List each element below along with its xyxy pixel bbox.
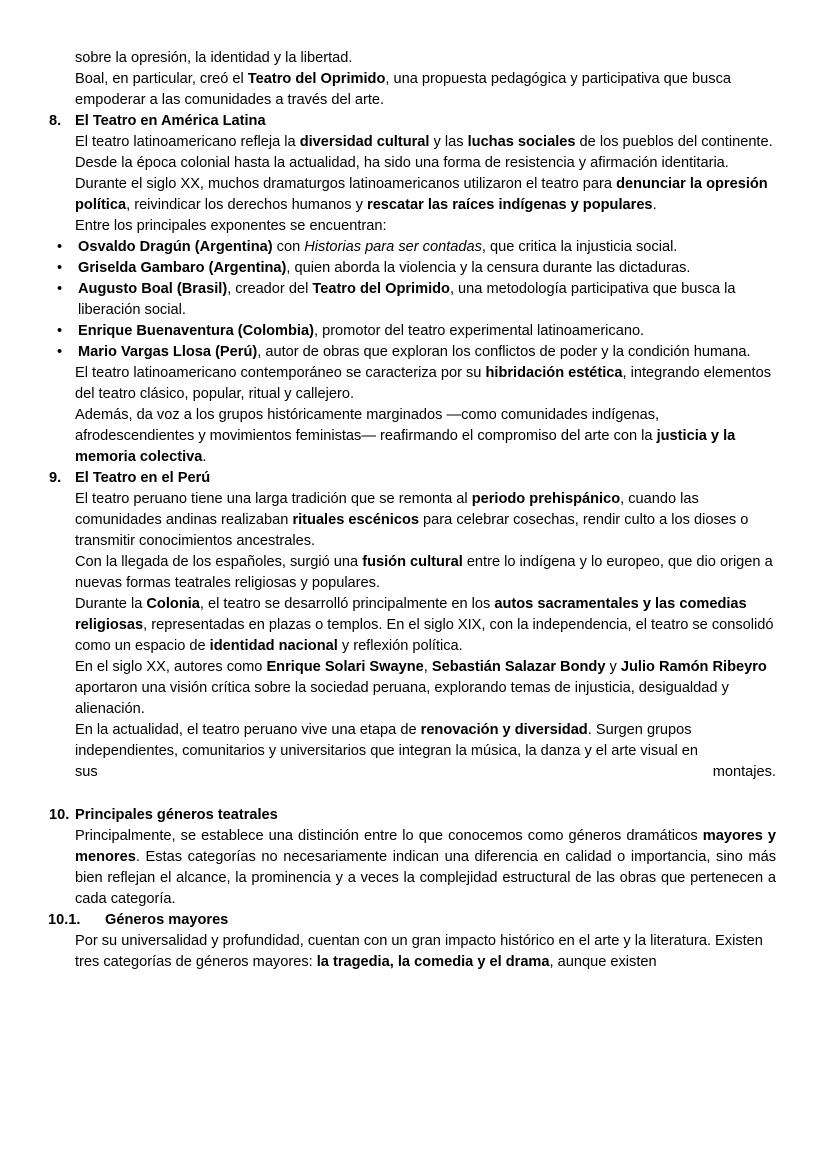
justified-last-line	[75, 762, 776, 783]
heading-subsection-10-1	[48, 910, 776, 931]
heading-title: El Teatro en el Perú	[75, 470, 211, 486]
bullet-marker: •	[57, 323, 63, 339]
paragraph: Con la llegada de los españoles, surgió una fusión cultural entre lo indígena y lo europeo, que dio origen a nuevas formas teatrales religiosas y populares.	[75, 554, 773, 591]
bullet-marker: •	[57, 260, 63, 276]
heading-title: Géneros mayores	[105, 912, 229, 928]
paragraph: Boal, en particular, creó el Teatro del Oprimido, una propuesta pedagógica y participativa que busca empoderar a las comunidades a través del arte.	[75, 71, 732, 108]
paragraph: Principalmente, se establece una distinción entre lo que conocemos como géneros dramáticos mayores y menores. Estas categorías no necesariamente indican una diferencia en calidad o importancia, sino más bien reflejan el alcance, la prominencia y a veces la complejidad estructural de las obras que pertenecen a cada categoría.	[75, 828, 776, 907]
paragraph: Por su universalidad y profundidad, cuentan con un gran impacto histórico en el arte y la literatura. Existen tres categorías de géneros mayores: la tragedia, la comedia y el drama, aunque existen	[75, 933, 763, 970]
heading-section-9	[49, 468, 776, 489]
bullet-item	[57, 279, 776, 321]
bullet-item	[57, 237, 776, 258]
bullet-text: Osvaldo Dragún (Argentina) con Historias para ser contadas, que critica la injusticia social.	[78, 239, 678, 255]
bullet-text: Mario Vargas Llosa (Perú), autor de obras que exploran los conflictos de poder y la condición humana.	[78, 344, 751, 360]
bullet-marker: •	[57, 344, 63, 360]
paragraph: El teatro peruano tiene una larga tradición que se remonta al periodo prehispánico, cuando las comunidades andinas realizaban rituales escénicos para celebrar cosechas, rendir culto a los dioses o transmitir conocimientos ancestrales.	[75, 491, 749, 549]
paragraph: En la actualidad, el teatro peruano vive una etapa de renovación y diversidad. Surgen grupos independientes, comunitarios y universitarios que integran la música, la danza y el arte visual en	[75, 722, 699, 759]
heading-number: 9.	[49, 470, 62, 486]
bullet-text: Augusto Boal (Brasil), creador del Teatro del Oprimido, una metodología participativa que busca la liberación social.	[78, 281, 736, 318]
bullet-item	[57, 342, 776, 363]
paragraph: sobre la opresión, la identidad y la libertad.	[75, 50, 353, 66]
paragraph: Entre los principales exponentes se encuentran:	[75, 218, 387, 234]
paragraph: Durante la Colonia, el teatro se desarrolló principalmente en los autos sacramentales y las comedias religiosas, representadas en plazas o templos. En el siglo XIX, con la independencia, el teatro se consolidó como un espacio de identidad nacional y reflexión política.	[75, 596, 774, 654]
paragraph: El teatro latinoamericano refleja la diversidad cultural y las luchas sociales de los pueblos del continente. Desde la época colonial hasta la actualidad, ha sido una forma de resistencia y afirmación identitaria.	[75, 134, 773, 171]
split-line-right: montajes.	[712, 764, 776, 780]
heading-section-8	[49, 111, 776, 132]
heading-title: El Teatro en América Latina	[75, 113, 266, 129]
paragraph: Además, da voz a los grupos históricamente marginados —como comunidades indígenas, afrodescendientes y movimientos feministas— reafirmando el compromiso del arte con la justicia y la memoria colectiva.	[75, 407, 736, 465]
paragraph: Durante el siglo XX, muchos dramaturgos latinoamericanos utilizaron el teatro para denunciar la opresión política, reivindicar los derechos humanos y rescatar las raíces indígenas y populares.	[75, 176, 768, 213]
heading-number: 10.	[49, 807, 70, 823]
heading-section-10	[49, 805, 776, 826]
split-line-left: sus	[75, 764, 98, 780]
bullet-item	[57, 321, 776, 342]
bullet-text: Enrique Buenaventura (Colombia), promotor del teatro experimental latinoamericano.	[78, 323, 645, 339]
heading-title: Principales géneros teatrales	[75, 807, 278, 823]
paragraph: El teatro latinoamericano contemporáneo se caracteriza por su hibridación estética, integrando elementos del teatro clásico, popular, ritual y callejero.	[75, 365, 771, 402]
bullet-text: Griselda Gambaro (Argentina), quien aborda la violencia y la censura durante las dictaduras.	[78, 260, 691, 276]
heading-number: 8.	[49, 113, 62, 129]
bullet-marker: •	[57, 281, 63, 297]
bullet-item	[57, 258, 776, 279]
paragraph: En el siglo XX, autores como Enrique Solari Swayne, Sebastián Salazar Bondy y Julio Ramón Ribeyro aportaron una visión crítica sobre la sociedad peruana, explorando temas de injusticia, desigualdad y alienación.	[75, 659, 767, 717]
heading-number: 10.1.	[48, 912, 81, 928]
bullet-marker: •	[57, 239, 63, 255]
exponents-list	[57, 237, 776, 363]
